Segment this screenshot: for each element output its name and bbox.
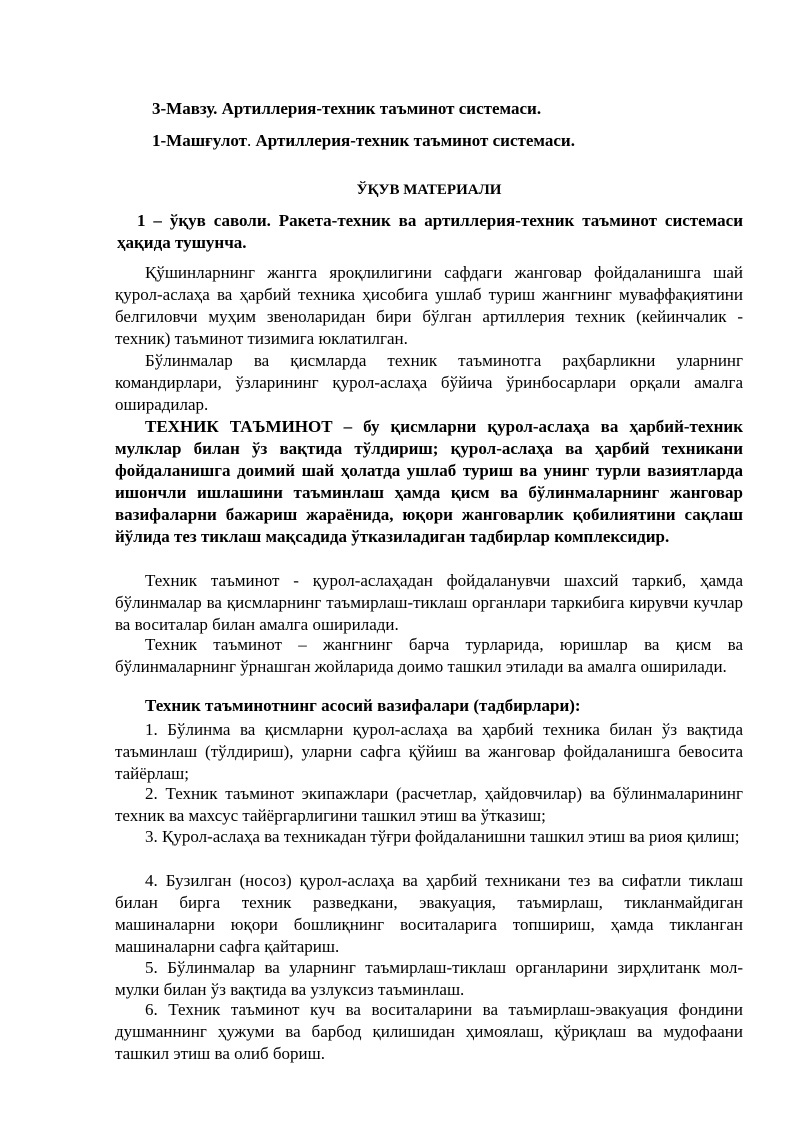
lesson-heading <box>152 130 575 152</box>
paragraph: Бўлинмалар ва қисмларда техник таъминотга раҳбарликни уларнинг командирлари, ўзларининг қурол-аслаҳа бўйича ўринбосарлари орқали амалга оширадилар. <box>115 351 743 414</box>
list-item: 2. Техник таъминот экипажлари (расчетлар, ҳайдовчилар) ва бўлинмаларининг техник ва махсус тайёргарлигини ташкил этиш ва ўтказиш; <box>115 784 743 825</box>
lesson-title: Артиллерия-техник таъминот системаси. <box>255 131 575 150</box>
list-item: 5. Бўлинмалар ва уларнинг таъмирлаш-тиклаш органларини зирҳлитанк мол-мулки билан ўз вақтида ва узлуксиз таъминлаш. <box>115 958 743 999</box>
topic-heading: 3-Мавзу. Артиллерия-техник таъминот системаси. <box>152 99 542 118</box>
list-item: 1. Бўлинма ва қисмларни қурол-аслаҳа ва ҳарбий техника билан ўз вақтида таъминлаш (тўлдириш), уларни сафга қўйиш ва жанговар фойдаланишга бевосита тайёрлаш; <box>115 720 743 783</box>
paragraph: Техник таъминот - қурол-аслаҳадан фойдаланувчи шахсий таркиб, ҳамда бўлинмалар ва қисмларнинг таъмирлаш-тиклаш органлари таркибига кирувчи кучлар ва воситалар билан амалга оширилади. <box>115 571 743 634</box>
lesson-label: 1-Машғулот <box>152 131 248 150</box>
list-item: 3. Қурол-аслаҳа ва техникадан тўғри фойдаланишни ташкил этиш ва риоя қилиш; <box>145 827 740 846</box>
definition-paragraph: ТЕХНИК ТАЪМИНОТ – бу қисмларни қурол-аслаҳа ва ҳарбий-техник мулклар билан ўз вақтида тўлдириш; қурол-аслаҳа ва ҳарбий техникани фойдаланишга доимий шай ҳолатда ушлаб туриш ва унинг турли вазиятларда ишончли ишлашини таъминлаш ҳамда қисм ва бўлинмаларнинг жанговар вазифаларни бажариш жараёнида, юқори жанговарлик қобилиятини сақлаш йўлида тез тиклаш мақсадида ўтказиладиган тадбирлар комплексидир. <box>115 417 743 546</box>
lesson-separator: . <box>247 131 256 150</box>
tasks-heading: Техник таъминотнинг асосий вазифалари (тадбирлари): <box>145 696 581 715</box>
section-title: ЎҚУВ МАТЕРИАЛИ <box>356 182 502 198</box>
paragraph: Қўшинларнинг жангга яроқлилигини сафдаги жанговар фойдаланишга шай қурол-аслаҳа ва ҳарбий техника ҳисобига ушлаб туриш жангнинг муваффақиятини белгиловчи муҳим звеноларидан бири бўлган артиллерия техник (кейинчалик - техник) таъминот тизимига юклатилган. <box>115 263 743 348</box>
list-item: 4. Бузилган (носоз) қурол-аслаҳа ва ҳарбий техникани тез ва сифатли тиклаш билан бирга техник разведкани, эвакуация, таъмирлаш, тикланмайдиган машиналарни юқори бошлиқнинг воситаларига топшириш, ҳамда тикланган машиналарни сафга қайтариш. <box>115 871 743 956</box>
paragraph: Техник таъминот – жангнинг барча турларида, юришлар ва қисм ва бўлинмаларнинг ўрнашган жойларида доимо ташкил этилади ва амалга оширилади. <box>115 635 743 676</box>
list-item: 6. Техник таъминот куч ва воситаларини ва таъмирлаш-эвакуация фондини душманнинг ҳужуми ва барбод қилишидан ҳимоялаш, қўриқлаш ва мудофаани ташкил этиш ва олиб бориш. <box>115 1000 743 1063</box>
question-heading: 1 – ўқув саволи. Ракета-техник ва артиллерия-техник таъминот системаси ҳақида тушунча. <box>117 211 743 252</box>
